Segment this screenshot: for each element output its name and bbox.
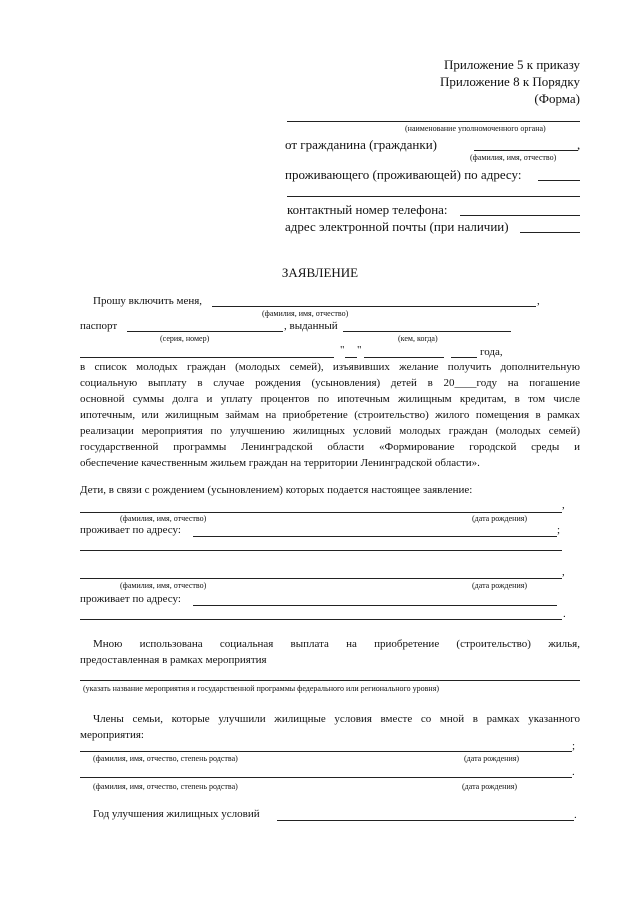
child-1-address-label: проживает по адресу:: [80, 524, 181, 536]
comma: ,: [562, 566, 565, 578]
appendix-line-2: Приложение 8 к Порядку: [440, 74, 580, 89]
address-field-2[interactable]: [287, 196, 580, 197]
children-intro: Дети, в связи с рождением (усыновлением) которых подается настоящее заявление:: [80, 484, 473, 496]
family-member-1-caption: (фамилия, имя, отчество, степень родства): [93, 754, 238, 763]
issue-year-field[interactable]: [451, 357, 477, 358]
citizen-name-field[interactable]: [474, 150, 578, 151]
comma: ,: [537, 295, 540, 307]
improvement-year-label: Год улучшения жилищных условий: [93, 808, 260, 820]
issue-day-field[interactable]: [345, 357, 357, 358]
request-intro: Прошу включить меня,: [93, 295, 203, 307]
family-line-2: мероприятия:: [80, 729, 144, 741]
body-line-3: основной суммы долга и уплату процентов по ипотечным жилищным кредитам, в том числе: [80, 393, 580, 405]
child-1-name-caption: (фамилия, имя, отчество): [120, 514, 207, 523]
quote-open: ": [340, 344, 345, 356]
appendix-line-1: Приложение 5 к приказу: [443, 57, 580, 72]
period: .: [572, 766, 575, 778]
improvement-year-field[interactable]: [277, 820, 574, 821]
child-1-address-field[interactable]: [193, 536, 557, 537]
form-label: (Форма): [534, 91, 580, 106]
semicolon: ;: [557, 524, 561, 536]
family-member-2-caption: (фамилия, имя, отчество, степень родства): [93, 782, 238, 791]
issuer-field[interactable]: [343, 331, 511, 332]
document-title: ЗАЯВЛЕНИЕ: [281, 265, 359, 280]
issue-month-field[interactable]: [364, 357, 444, 358]
comma: ,: [577, 137, 581, 152]
child-2-dob-caption: (дата рождения): [472, 581, 528, 590]
family-line-1: Члены семьи, которые улучшили жилищные условия вместе со мной в рамках указанного: [93, 713, 580, 725]
body-line-4: ипотечным, или жилищным займам на приобретение (строительство) жилого помещения в рамках: [80, 409, 580, 421]
child-2-name-caption: (фамилия, имя, отчество): [120, 581, 207, 590]
address-field-1[interactable]: [538, 180, 580, 181]
phone-field[interactable]: [460, 215, 580, 216]
body-line-6: государственной программы Ленинградской области «Формирование городской среды и: [80, 441, 580, 453]
citizen-name-caption: (фамилия, имя, отчество): [470, 153, 557, 162]
phone-label: контактный номер телефона:: [287, 202, 448, 217]
series-caption: (серия, номер): [160, 334, 210, 343]
authority-name-field[interactable]: [287, 121, 580, 122]
authority-caption: (наименование уполномоченного органа): [405, 124, 546, 133]
body-line-5: реализации мероприятия по улучшению жилищных условий молодых граждан (молодых семей): [80, 425, 580, 437]
body-line-7: обеспечение качественным жильем граждан на территории Ленинградской области».: [80, 457, 480, 469]
issuer-continue-field[interactable]: [80, 357, 334, 358]
family-member-1-field[interactable]: [80, 751, 572, 752]
child-2-address-label: проживает по адресу:: [80, 593, 181, 605]
quote-close: ": [357, 344, 362, 356]
used-payment-line-1: Мною использована социальная выплата на приобретение (строительство) жилья,: [93, 638, 580, 650]
applicant-name-field[interactable]: [212, 306, 536, 307]
child-2-address-field[interactable]: [193, 605, 557, 606]
program-name-field[interactable]: [80, 680, 580, 681]
semicolon: ;: [572, 740, 576, 752]
child-1-dob-caption: (дата рождения): [472, 514, 528, 523]
from-citizen-label: от гражданина (гражданки): [285, 137, 437, 152]
child-1-address-field-2[interactable]: [80, 550, 562, 551]
family-member-2-dob-caption: (дата рождения): [462, 782, 518, 791]
applicant-name-caption: (фамилия, имя, отчество): [262, 309, 349, 318]
issued-label: , выданный: [284, 320, 338, 332]
family-member-2-field[interactable]: [80, 777, 572, 778]
program-caption: (указать название мероприятия и государственной программы федерального или регионального уровня): [83, 684, 440, 693]
period: .: [574, 809, 577, 821]
year-label: года,: [480, 346, 503, 358]
email-field[interactable]: [520, 232, 580, 233]
period: .: [563, 608, 566, 620]
passport-number-field[interactable]: [127, 331, 283, 332]
email-label: адрес электронной почты (при наличии): [285, 219, 509, 234]
family-member-1-dob-caption: (дата рождения): [464, 754, 520, 763]
child-2-name-field[interactable]: [80, 578, 562, 579]
body-line-1: в список молодых граждан (молодых семей), изъявивших желание получить дополнительную: [80, 361, 580, 373]
issuer-caption: (кем, когда): [398, 334, 438, 343]
passport-label: паспорт: [80, 320, 118, 332]
used-payment-line-2: предоставленная в рамках мероприятия: [80, 654, 267, 666]
comma: ,: [562, 499, 565, 511]
child-2-address-field-2[interactable]: [80, 619, 562, 620]
residing-label: проживающего (проживающей) по адресу:: [285, 167, 522, 182]
body-line-2: социальную выплату в случае рождения (усыновления) детей в 20____году на погашение: [80, 377, 580, 389]
child-1-name-field[interactable]: [80, 512, 562, 513]
